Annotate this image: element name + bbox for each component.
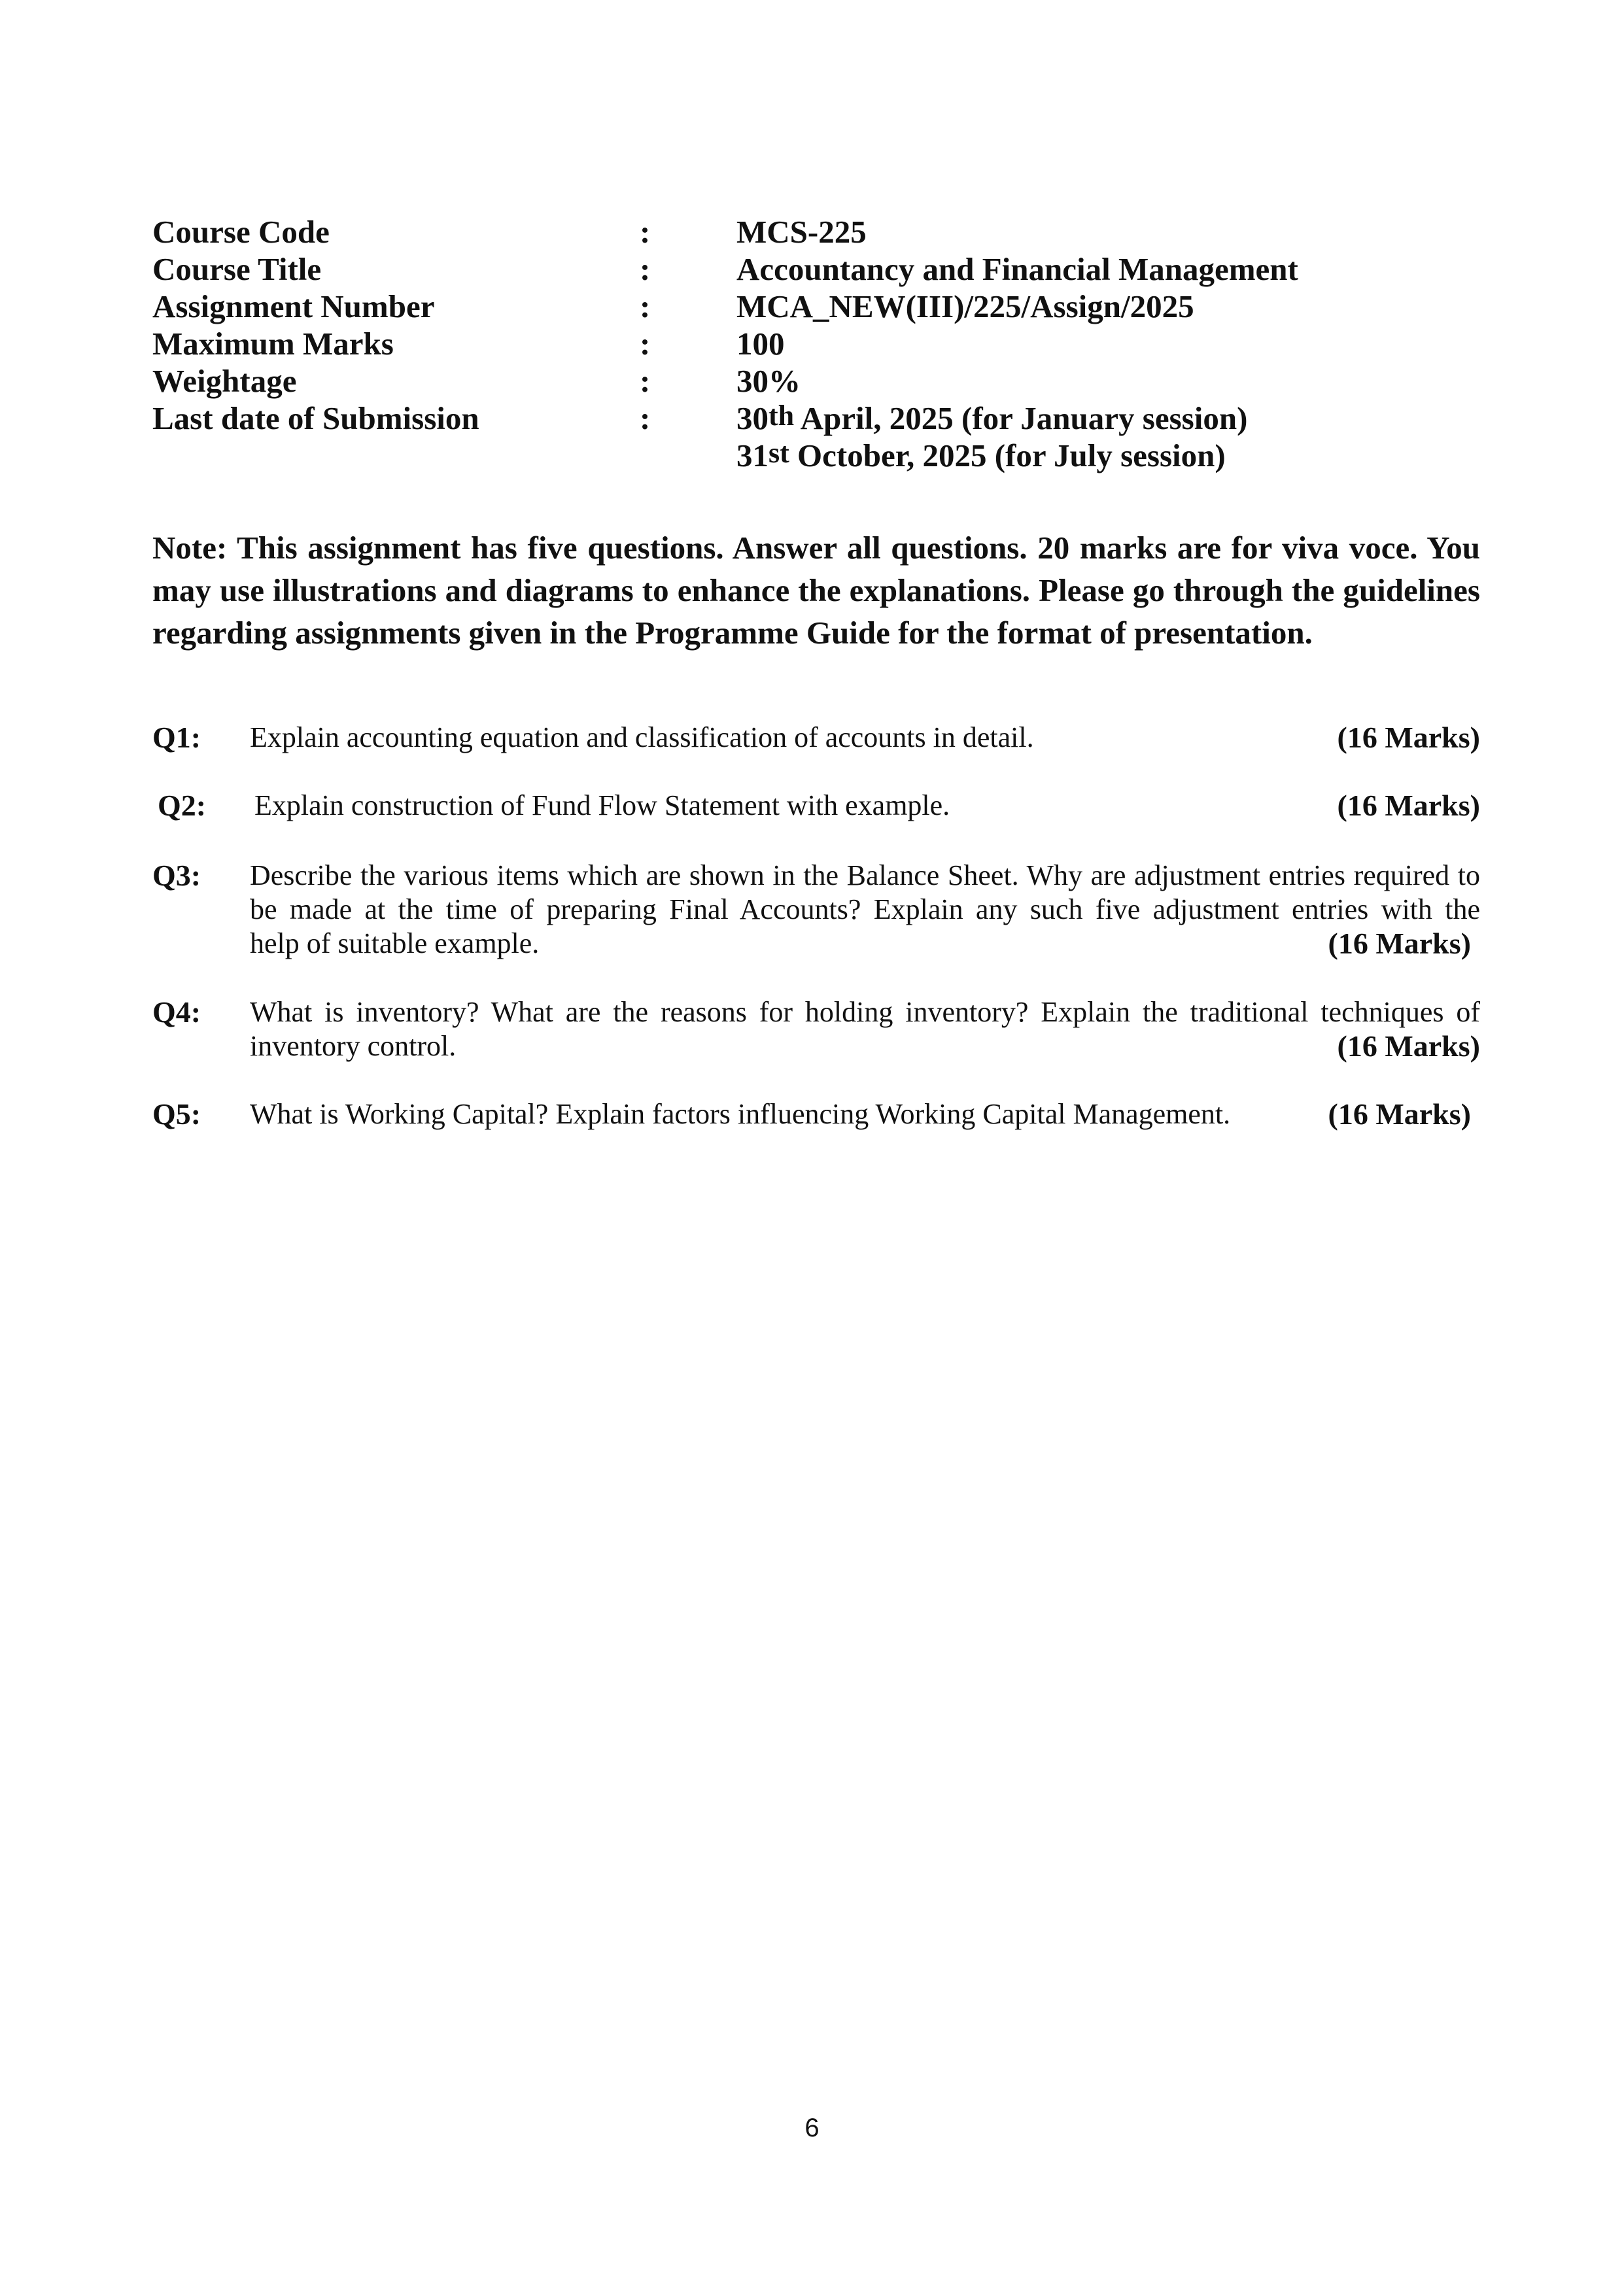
date-ordinal-suffix: st — [769, 437, 789, 469]
question-number: Q2: — [158, 789, 207, 822]
question-2 — [152, 789, 1480, 828]
question-marks: (16 Marks) — [1328, 1097, 1471, 1131]
maximum-marks-label: Maximum Marks — [152, 326, 394, 362]
course-info-block — [152, 213, 1480, 474]
question-body — [250, 1097, 1471, 1131]
date-day: 30 — [736, 400, 769, 436]
maximum-marks-row — [152, 325, 1480, 362]
question-3 — [152, 859, 1480, 963]
assignment-note: Note: This assignment has five questions. Answer all questions. 20 marks are for viva voce. You may use illustrations and diagrams to enhance the explanations. Please go through the guidelines regarding assignments given in the Programme Guide for the format of presentation. — [152, 530, 1480, 651]
assignment-number-row — [152, 288, 1480, 325]
question-number: Q5: — [152, 1097, 201, 1131]
question-number: Q3: — [152, 859, 201, 892]
question-number: Q1: — [152, 721, 201, 754]
question-5 — [152, 1097, 1480, 1137]
january-session-date — [736, 400, 1247, 437]
course-code-value: MCS-225 — [736, 214, 867, 250]
submission-date-row-2 — [152, 437, 1480, 474]
july-session-date — [736, 437, 1226, 474]
maximum-marks-value: 100 — [736, 326, 785, 362]
date-ordinal-suffix: th — [769, 400, 795, 432]
date-text: October, 2025 (for July session) — [789, 437, 1226, 473]
question-1 — [152, 721, 1480, 760]
question-marks: (16 Marks) — [1337, 789, 1480, 822]
question-text: What is inventory? What are the reasons for holding inventory? Explain the traditional techniques of — [250, 996, 1480, 1028]
course-title-value: Accountancy and Financial Management — [736, 251, 1298, 287]
question-text: What is Working Capital? Explain factors influencing Working Capital Management. — [250, 1098, 1231, 1130]
course-title-row — [152, 250, 1480, 288]
separator-colon: : — [640, 288, 651, 324]
separator-colon: : — [640, 326, 651, 362]
question-text: Explain construction of Fund Flow Statement with example. — [254, 789, 950, 821]
separator-colon: : — [640, 214, 651, 250]
question-marks: (16 Marks) — [1337, 721, 1480, 754]
date-text: April, 2025 (for January session) — [794, 400, 1248, 436]
course-title-label: Course Title — [152, 251, 322, 287]
weightage-value: 30% — [736, 363, 801, 399]
question-body — [250, 721, 1480, 755]
question-text: Explain accounting equation and classification of accounts in detail. — [250, 721, 1034, 753]
course-code-row — [152, 213, 1480, 250]
submission-date-row — [152, 400, 1480, 437]
page-number: 6 — [804, 2114, 820, 2142]
question-marks: (16 Marks) — [1337, 1029, 1480, 1063]
question-body — [254, 789, 1480, 823]
question-number: Q4: — [152, 995, 201, 1029]
question-4 — [152, 995, 1480, 1067]
date-day: 31 — [736, 437, 769, 473]
assignment-number-label: Assignment Number — [152, 288, 435, 324]
weightage-label: Weightage — [152, 363, 297, 399]
question-text-end: help of suitable example. — [250, 927, 540, 959]
submission-date-label: Last date of Submission — [152, 400, 479, 436]
question-text: Describe the various items which are shown in the Balance Sheet. Why are adjustment entries required to be made at the time of preparing Final Accounts? Explain any such five adjustment entries with the — [250, 859, 1480, 925]
weightage-row — [152, 362, 1480, 400]
question-text-end: inventory control. — [250, 1030, 457, 1062]
separator-colon: : — [640, 363, 651, 399]
question-body — [250, 995, 1480, 1063]
separator-colon: : — [640, 400, 651, 436]
separator-colon: : — [640, 251, 651, 287]
question-marks: (16 Marks) — [1328, 927, 1471, 960]
assignment-number-value: MCA_NEW(III)/225/Assign/2025 — [736, 288, 1194, 324]
course-code-label: Course Code — [152, 214, 330, 250]
question-body — [250, 859, 1480, 961]
